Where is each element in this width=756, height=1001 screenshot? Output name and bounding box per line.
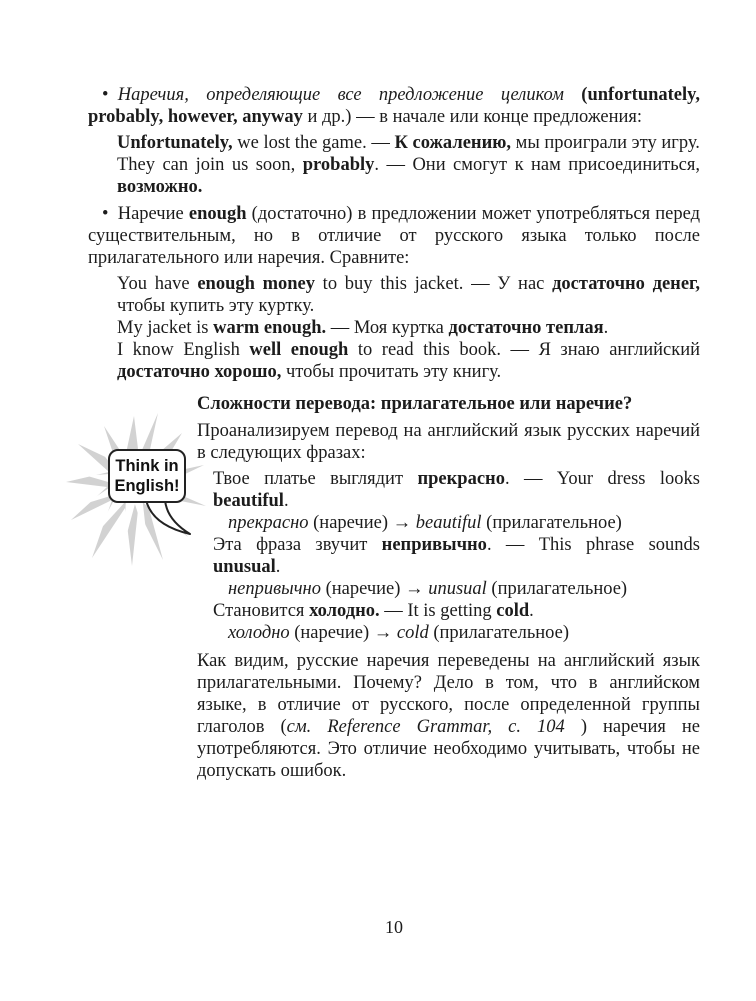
example-getting-cold: Становится холодно. — It is getting cold. xyxy=(213,601,534,621)
section-conclusion: Как видим, русские наречия переведены на английский язык прилагательными. Почему? Дело в том, что в английском языке, в отличие от русского, после определенной группы глаголов (см. Reference Grammar, с. 104 ) наречия не употребляются. Это отличие необходимо учитывать, чтобы не допускать ошибок. xyxy=(197,651,700,781)
example-group-adjective-or-adverb xyxy=(213,468,700,644)
badge-text-line1: Think in xyxy=(115,457,179,475)
bullet-paragraph-enough: • Наречие enough (достаточно) в предложении может употребляться перед существительным, но в отличие от русского языка только после прилагательного или наречия. Сравните: xyxy=(88,204,700,268)
content-column xyxy=(88,84,700,782)
example-dress-beautiful: Твое платье выглядит прекрасно. — Your dress looks beautiful. xyxy=(213,469,701,511)
translation-difficulties-section xyxy=(197,393,700,782)
example-well-enough: I know English well enough to read this book. — Я знаю английский достаточно хорошо, чтобы прочитать эту книгу. xyxy=(117,340,700,382)
example-phrase-unusual: Эта фраза звучит непривычно. — This phrase sounds unusual. xyxy=(213,535,700,577)
example-unfortunately: Unfortunately, we lost the game. — К сожалению, мы проиграли эту игру. xyxy=(117,133,700,153)
page-number: 10 xyxy=(385,917,403,937)
analysis-cold: холодно (наречие) → cold (прилагательное) xyxy=(228,623,570,643)
bullet-paragraph-sentence-adverbs: • Наречия, определяющие все предложение целиком (unfortunately, probably, however, anyway и др.) — в начале или конце предложения: xyxy=(88,85,701,127)
example-enough-money: You have enough money to buy this jacket. — У нас достаточно денег, чтобы купить эту куртку. xyxy=(117,274,700,316)
analysis-unusual: непривычно (наречие) → unusual (прилагательное) xyxy=(228,579,628,599)
example-group-enough xyxy=(117,273,700,383)
example-group-sentence-adverbs xyxy=(117,132,700,198)
analysis-beautiful: прекрасно (наречие) → beautiful (прилагательное) xyxy=(228,513,622,533)
section-intro: Проанализируем перевод на английский язык русских наречий в следующих фразах: xyxy=(197,421,700,463)
example-probably: They can join us soon, probably. — Они смогут к нам присоединиться, возможно. xyxy=(117,155,700,197)
badge-text-line2: English! xyxy=(114,477,180,495)
section-heading: Сложности перевода: прилагательное или наречие? xyxy=(197,394,633,414)
example-warm-enough: My jacket is warm enough. — Моя куртка достаточно теплая. xyxy=(117,318,609,338)
